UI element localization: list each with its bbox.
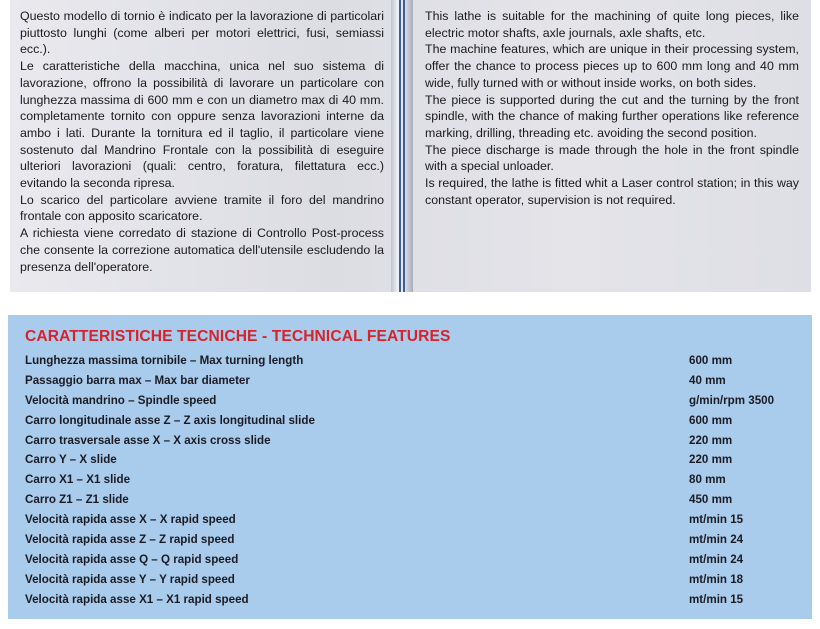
- features-table: [25, 351, 805, 610]
- feature-value: 450 mm: [689, 493, 733, 507]
- feature-label: Velocità rapida asse Q – Q rapid speed: [25, 552, 239, 566]
- feature-value: mt/min 15: [689, 592, 744, 606]
- english-paragraph: The machine features, which are unique in their processing system, offer the chance to process pieces up to 600 mm long and 40 mm wide, fully turned with or without inside works, on both sides.: [425, 42, 799, 90]
- technical-features-panel: [8, 315, 812, 619]
- italian-paragraph: Le caratteristiche della macchina, unica nel suo sistema di lavorazione, offrono la possibilità di lavorare un particolare con lunghezza massima di 600 mm e con un diametro max di 40 mm. completamente tornito con oppure senza lavorazioni interne da ambo i lati. Durante la tornitura ed il taglio, il particolare viene sostenuto dal Mandrino Frontale con la possibilità di eseguire ulteriori lavorazioni (quali: centro, foratura, filettatura ecc.) evitando la seconda ripresa.: [20, 59, 384, 191]
- feature-row: [25, 470, 805, 490]
- feature-value: 600 mm: [689, 413, 733, 427]
- feature-value: 600 mm: [689, 354, 733, 367]
- feature-row: [25, 411, 805, 431]
- english-paragraph: The piece discharge is made through the hole in the front spindle with a special unloader.: [425, 142, 799, 174]
- italian-paragraph: Questo modello di tornio è indicato per la lavorazione di particolari piuttosto lunghi (come alberi per motori elettrici, fusi, semiassi ecc.).: [20, 9, 384, 57]
- feature-value: mt/min 24: [689, 552, 744, 566]
- feature-row: [25, 570, 805, 590]
- feature-row: [25, 530, 805, 550]
- features-title: CARATTERISTICHE TECNICHE - TECHNICAL FEATURES: [25, 328, 451, 345]
- english-paragraph: The piece is supported during the cut and the turning by the front spindle, with the chance of making further operations like reference marking, drilling, threading etc. avoiding the second position.: [425, 92, 799, 140]
- italian-paragraph: A richiesta viene corredato di stazione di Controllo Post-process che consente la correzione automatica dell'utensile escludendo la presenza dell'operatore.: [20, 226, 384, 274]
- feature-value: 80 mm: [689, 473, 726, 487]
- feature-row: [25, 590, 805, 610]
- feature-label: Lunghezza massima tornibile – Max turning length: [25, 354, 304, 367]
- english-paragraph: Is required, the lathe is fitted whit a Laser control station; in this way constant operator, supervision is not required.: [425, 176, 799, 207]
- feature-row: [25, 371, 805, 391]
- english-paragraph: This lathe is suitable for the machining of quite long pieces, like electric motor shafts, axle journals, axle shafts, etc.: [425, 9, 799, 40]
- feature-row: [25, 550, 805, 570]
- feature-row: [25, 351, 805, 371]
- feature-row: [25, 490, 805, 510]
- feature-value: mt/min 24: [689, 533, 744, 547]
- feature-label: Passaggio barra max – Max bar diameter: [25, 373, 250, 387]
- feature-value: 220 mm: [689, 453, 733, 467]
- feature-row: [25, 391, 805, 411]
- feature-row: [25, 431, 805, 451]
- feature-label: Velocità rapida asse X1 – X1 rapid speed: [25, 592, 249, 606]
- feature-value: 40 mm: [689, 373, 726, 387]
- feature-label: Carro trasversale asse X – X axis cross slide: [25, 433, 271, 447]
- feature-value: mt/min 18: [689, 572, 744, 586]
- feature-row: [25, 510, 805, 530]
- feature-value: g/min/rpm 3500: [689, 393, 775, 407]
- column-divider: [391, 0, 413, 292]
- italian-paragraph: Lo scarico del particolare avviene tramite il foro del mandrino frontale con apposito scaricatore.: [20, 192, 384, 224]
- feature-label: Carro Y – X slide: [25, 453, 117, 467]
- feature-label: Velocità rapida asse Z – Z rapid speed: [25, 533, 235, 547]
- feature-label: Velocità rapida asse Y – Y rapid speed: [25, 572, 235, 586]
- feature-label: Carro X1 – X1 slide: [25, 473, 131, 487]
- feature-value: 220 mm: [689, 433, 733, 447]
- italian-description: [20, 8, 384, 275]
- feature-value: mt/min 15: [689, 513, 744, 527]
- feature-label: Carro longitudinale asse Z – Z axis longitudinal slide: [25, 413, 315, 427]
- feature-label: Carro Z1 – Z1 slide: [25, 493, 129, 507]
- feature-row: [25, 450, 805, 470]
- feature-label: Velocità rapida asse X – X rapid speed: [25, 513, 236, 527]
- english-description: [425, 8, 799, 208]
- feature-label: Velocità mandrino – Spindle speed: [25, 393, 217, 407]
